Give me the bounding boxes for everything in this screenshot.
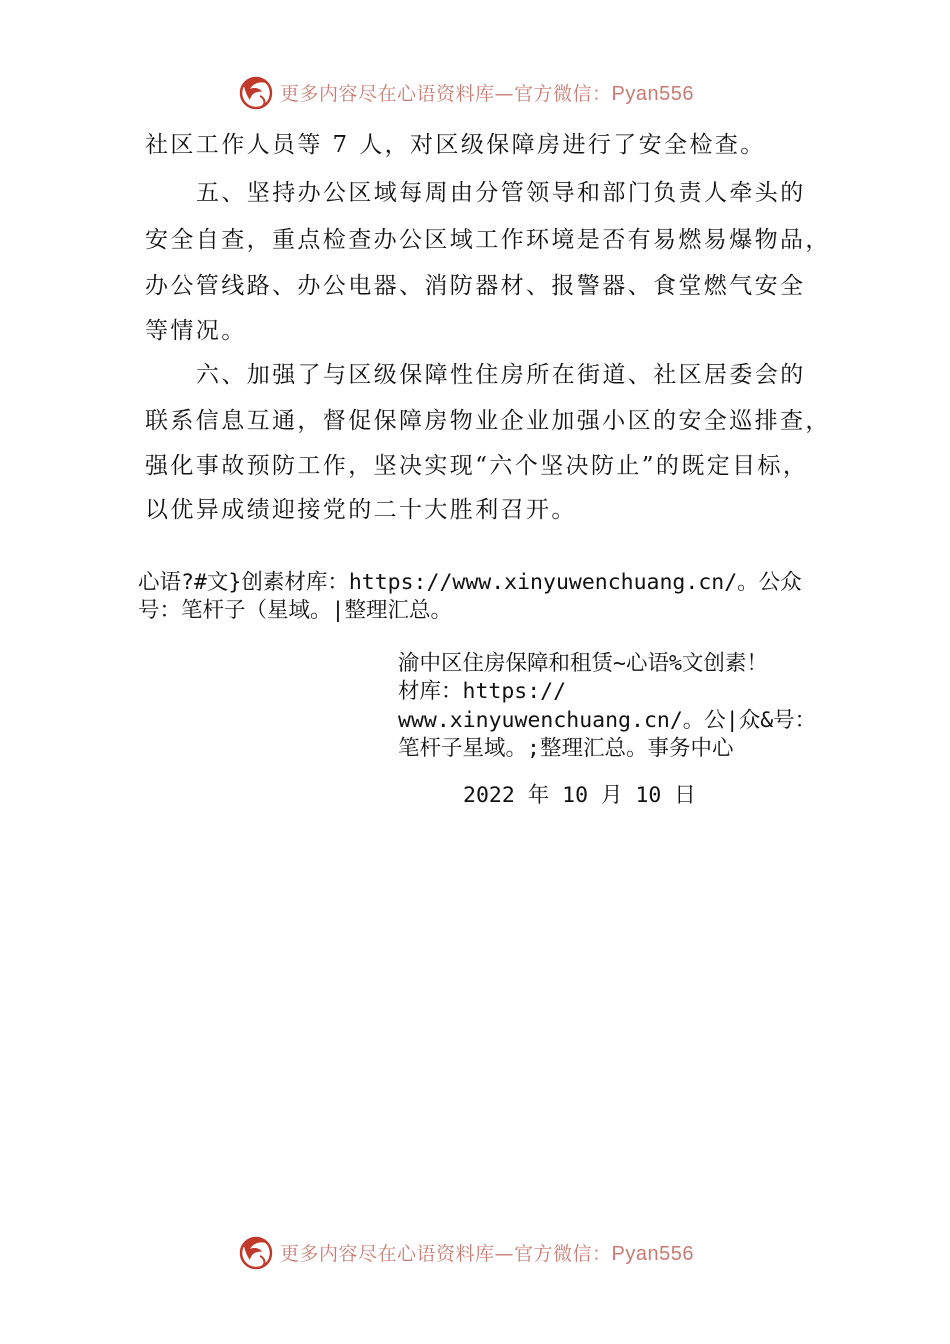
signature-line-1: 渝中区住房保障和租赁~心语%文创素！ [398, 651, 768, 676]
notice-line-2: 号：笔杆子（星域。|整理汇总。 [138, 598, 452, 623]
notice-line-1: 心语?#文}创素材库：https://www.xinyuwenchuang.cn/。公众 [138, 570, 802, 595]
body-line-5: 等情况。 [145, 318, 247, 344]
body-line-1: 社区工作人员等 7 人，对区级保障房进行了安全检查。 [145, 132, 766, 158]
signature-date: 2022 年 10 月 10 日 [463, 783, 696, 808]
signature-line-4: 笔杆子星域。;整理汇总。事务中心 [398, 736, 734, 761]
watermark-handle: Pyan556 [611, 1242, 694, 1265]
body-line-2: 五、坚持办公区域每周由分管领导和部门负责人牵头的 [196, 180, 806, 206]
signature-line-2: 材库：https:// [398, 679, 567, 704]
body-line-7: 联系信息互通，督促保障房物业企业加强小区的安全巡排查， [145, 408, 831, 434]
body-line-9: 以优异成绩迎接党的二十大胜利召开。 [145, 497, 577, 523]
body-line-6: 六、加强了与区级保障性住房所在街道、社区居委会的 [196, 362, 806, 388]
dragon-logo-icon [236, 72, 276, 112]
dragon-logo-icon [236, 1232, 276, 1272]
watermark-text: 更多内容尽在心语资料库—官方微信：Pyan556 [280, 1242, 694, 1265]
body-line-4: 办公管线路、办公电器、消防器材、报警器、食堂燃气安全 [145, 273, 806, 299]
body-line-3: 安全自查，重点检查办公区域工作环境是否有易燃易爆物品， [145, 227, 831, 253]
watermark-text: 更多内容尽在心语资料库—官方微信：Pyan556 [280, 82, 694, 105]
watermark-handle: Pyan556 [611, 82, 694, 105]
watermark-banner-bottom [236, 1232, 694, 1272]
signature-line-3: www.xinyuwenchuang.cn/。公|众&号： [398, 708, 817, 733]
watermark-banner-top [236, 72, 694, 112]
body-line-8: 强化事故预防工作，坚决实现“六个坚决防止”的既定目标， [145, 453, 809, 479]
